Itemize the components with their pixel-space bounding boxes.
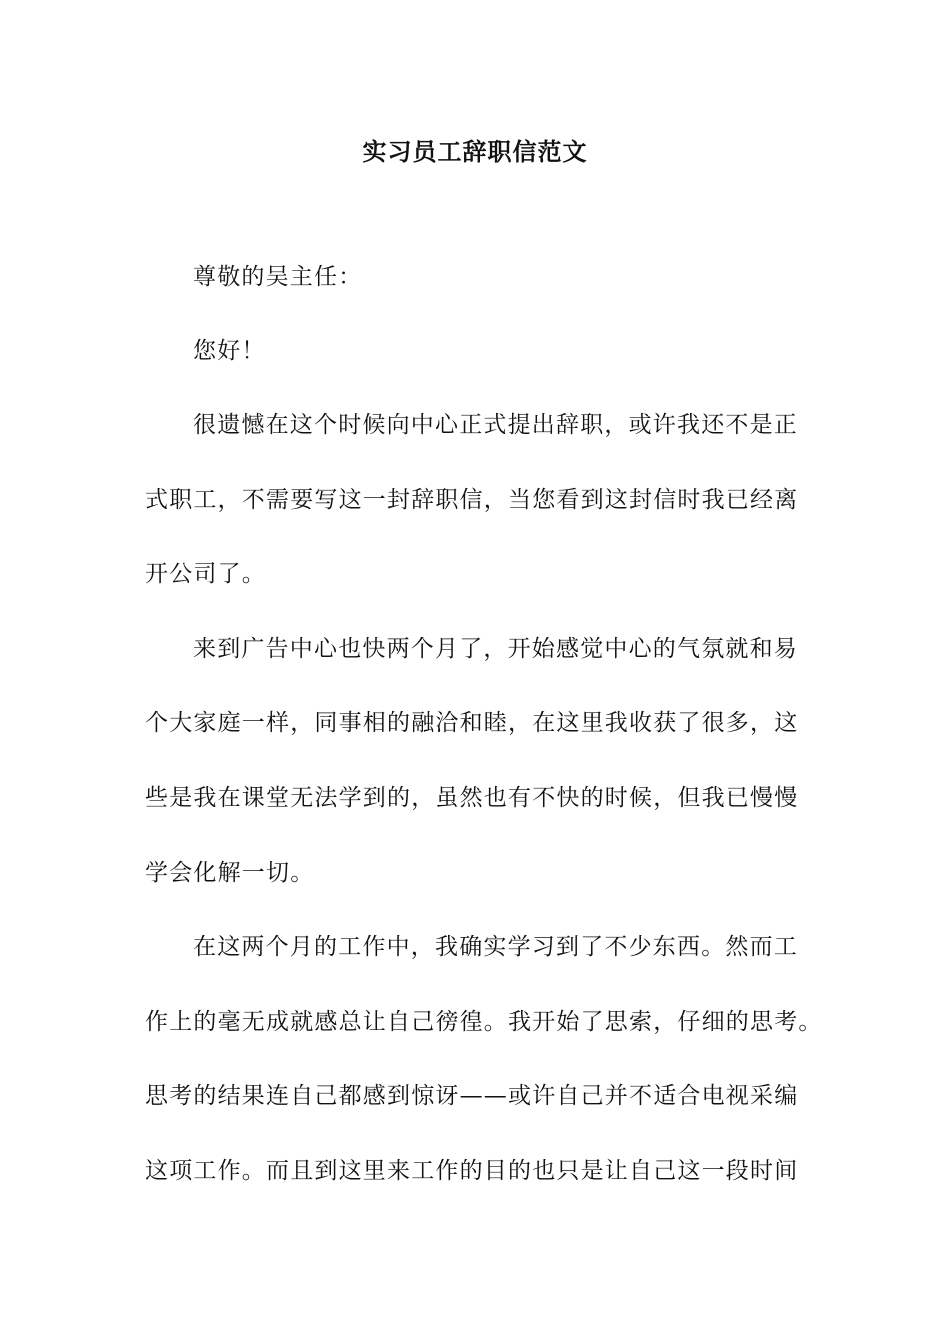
paragraph-1-line-3: 开公司了。 [145,561,266,587]
paragraph-3-line-4: 这项工作。而且到这里来工作的目的也只是让自己这一段时间 [145,1158,799,1184]
paragraph-2-line-4: 学会化解一切。 [145,860,315,886]
paragraph-1-line-2: 式职工，不需要写这一封辞职信，当您看到这封信时我已经离 [145,487,799,513]
paragraph-3-line-2: 作上的毫无成就感总让自己徬徨。我开始了思索，仔细的思考。 [145,1009,823,1035]
salutation: 尊敬的吴主任： [193,264,363,290]
greeting: 您好！ [193,338,266,364]
paragraph-1-line-1: 很遗憾在这个时候向中心正式提出辞职，或许我还不是正 [193,412,798,438]
paragraph-3-line-3: 思考的结果连自己都感到惊讶——或许自己并不适合电视采编 [145,1083,799,1109]
paragraph-2-line-2: 个大家庭一样，同事相的融洽和睦，在这里我收获了很多，这 [145,710,799,736]
document-title: 实习员工辞职信范文 [362,137,588,166]
paragraph-3-line-1: 在这两个月的工作中，我确实学习到了不少东西。然而工 [193,934,798,960]
paragraph-2-line-3: 些是我在课堂无法学到的，虽然也有不快的时候，但我已慢慢 [145,785,799,811]
paragraph-2-line-1: 来到广告中心也快两个月了，开始感觉中心的气氛就和易 [193,636,798,662]
